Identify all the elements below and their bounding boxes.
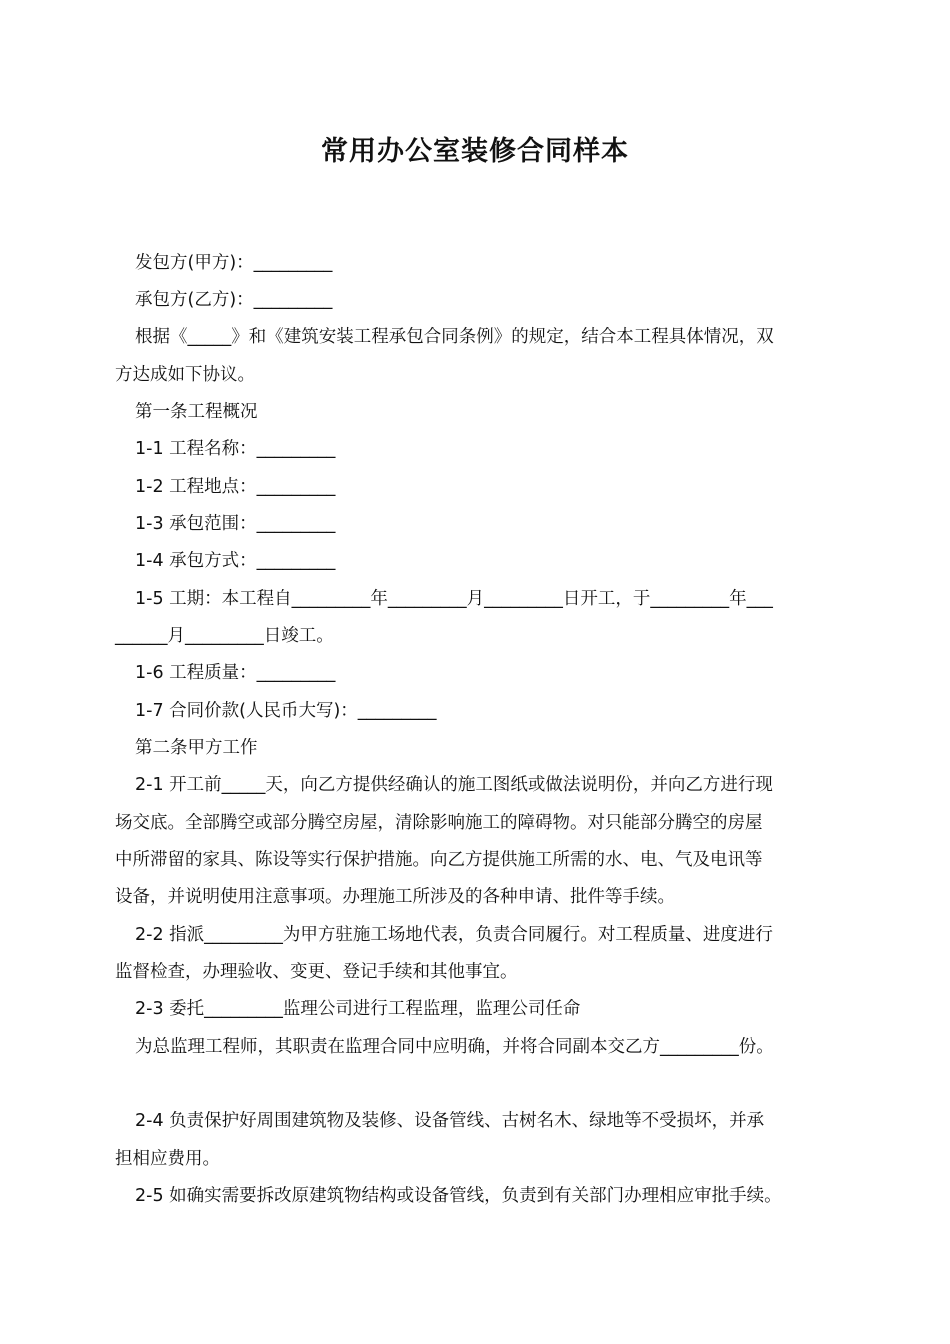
clause-2-4-continuation: 担相应费用。 bbox=[115, 1149, 220, 1169]
clause-2-4: 2-4 负责保护好周围建筑物及装修、设备管线、古树名木、绿地等不受损坏，并承 bbox=[135, 1111, 765, 1131]
clause-1-5-continuation: ______月_________日竣工。 bbox=[115, 626, 334, 646]
clause-2-1: 2-1 开工前_____天，向乙方提供经确认的施工图纸或做法说明份，并向乙方进行现 bbox=[135, 775, 773, 795]
document-title: 常用办公室装修合同样本 bbox=[321, 136, 629, 167]
preamble-continuation: 方达成如下协议。 bbox=[115, 365, 255, 385]
clause-2-1-continuation-2: 中所滞留的家具、陈设等实行保护措施。向乙方提供施工所需的水、电、气及电讯等 bbox=[115, 850, 763, 870]
clause-2-1-continuation-3: 设备，并说明使用注意事项。办理施工所涉及的各种申请、批件等手续。 bbox=[115, 887, 675, 907]
clause-1-2: 1-2 工程地点：_________ bbox=[135, 477, 336, 497]
party-a-line: 发包方(甲方)：_________ bbox=[135, 253, 333, 273]
clause-1-7: 1-7 合同价款(人民币大写)：_________ bbox=[135, 701, 437, 721]
clause-1-1: 1-1 工程名称：_________ bbox=[135, 439, 336, 459]
clause-2-2-continuation: 监督检查，办理验收、变更、登记手续和其他事宜。 bbox=[115, 962, 518, 982]
article-2-heading: 第二条甲方工作 bbox=[135, 738, 258, 758]
clause-2-1-continuation-1: 场交底。全部腾空或部分腾空房屋，清除影响施工的障碍物。对只能部分腾空的房屋 bbox=[115, 813, 763, 833]
clause-2-3-continuation: 为总监理工程师，其职责在监理合同中应明确，并将合同副本交乙方_________份。 bbox=[135, 1037, 774, 1057]
clause-2-2: 2-2 指派_________为甲方驻施工场地代表，负责合同履行。对工程质量、进度进行 bbox=[135, 925, 773, 945]
clause-1-6: 1-6 工程质量：_________ bbox=[135, 663, 336, 683]
clause-1-4: 1-4 承包方式：_________ bbox=[135, 551, 336, 571]
party-b-line: 承包方(乙方)：_________ bbox=[135, 290, 333, 310]
article-1-heading: 第一条工程概况 bbox=[135, 402, 258, 422]
clause-2-5: 2-5 如确实需要拆改原建筑物结构或设备管线，负责到有关部门办理相应审批手续。 bbox=[135, 1186, 782, 1206]
preamble-line: 根据《_____》和《建筑安装工程承包合同条例》的规定，结合本工程具体情况，双 bbox=[135, 327, 774, 347]
clause-1-3: 1-3 承包范围：_________ bbox=[135, 514, 336, 534]
clause-2-3: 2-3 委托_________监理公司进行工程监理，监理公司任命 bbox=[135, 999, 581, 1019]
clause-1-5: 1-5 工期：本工程自_________年_________月_________日开工，于_________年___ bbox=[135, 589, 773, 609]
